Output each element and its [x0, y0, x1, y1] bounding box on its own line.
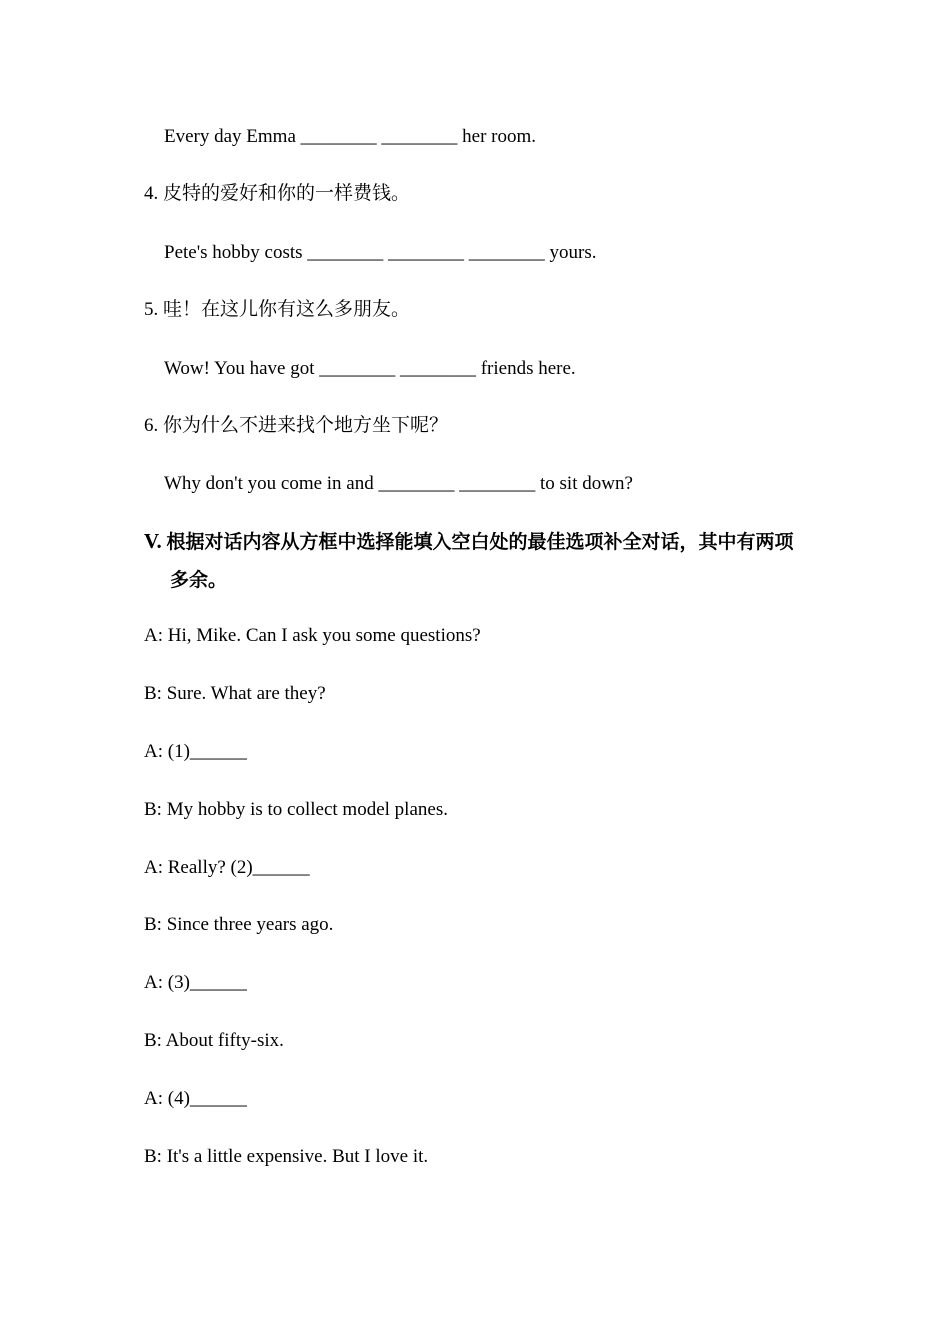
q6-chinese-prompt: 6. 你为什么不进来找个地方坐下呢？ [144, 415, 449, 436]
dialogue-line-b3: B: Since three years ago. [144, 914, 334, 935]
dialogue-line-b4: B: About fifty-six. [144, 1030, 284, 1051]
q4-chinese-prompt: 4. 皮特的爱好和你的一样费钱。 [144, 183, 411, 204]
dialogue-line-a3: A: Really? (2)______ [144, 857, 310, 878]
dialogue-line-b1: B: Sure. What are they? [144, 683, 326, 704]
q4-english-sentence: Pete's hobby costs ________ ________ ________ yours. [164, 242, 597, 263]
q5-chinese-prompt: 5. 哇！在这儿你有这么多朋友。 [144, 299, 411, 320]
dialogue-line-b2: B: My hobby is to collect model planes. [144, 799, 448, 820]
q6-english-sentence: Why don't you come in and ________ ________ to sit down? [164, 473, 633, 494]
dialogue-line-a4: A: (3)______ [144, 972, 247, 993]
section-v-instruction-line1: 根据对话内容从方框中选择能填入空白处的最佳选项补全对话，其中有两项 [166, 532, 794, 553]
dialogue-line-a2: A: (1)______ [144, 741, 247, 762]
section-v-heading [144, 522, 824, 600]
q5-english-sentence: Wow! You have got ________ ________ friends here. [164, 358, 576, 379]
dialogue-line-a5: A: (4)______ [144, 1088, 247, 1109]
dialogue-line-a1: A: Hi, Mike. Can I ask you some questions? [144, 625, 481, 646]
q3-english-sentence: Every day Emma ________ ________ her room. [164, 126, 537, 147]
section-v-numeral: V. [144, 529, 162, 553]
section-v-instruction-line2: 多余。 [170, 570, 228, 591]
dialogue-line-b5: B: It's a little expensive. But I love it. [144, 1146, 429, 1167]
